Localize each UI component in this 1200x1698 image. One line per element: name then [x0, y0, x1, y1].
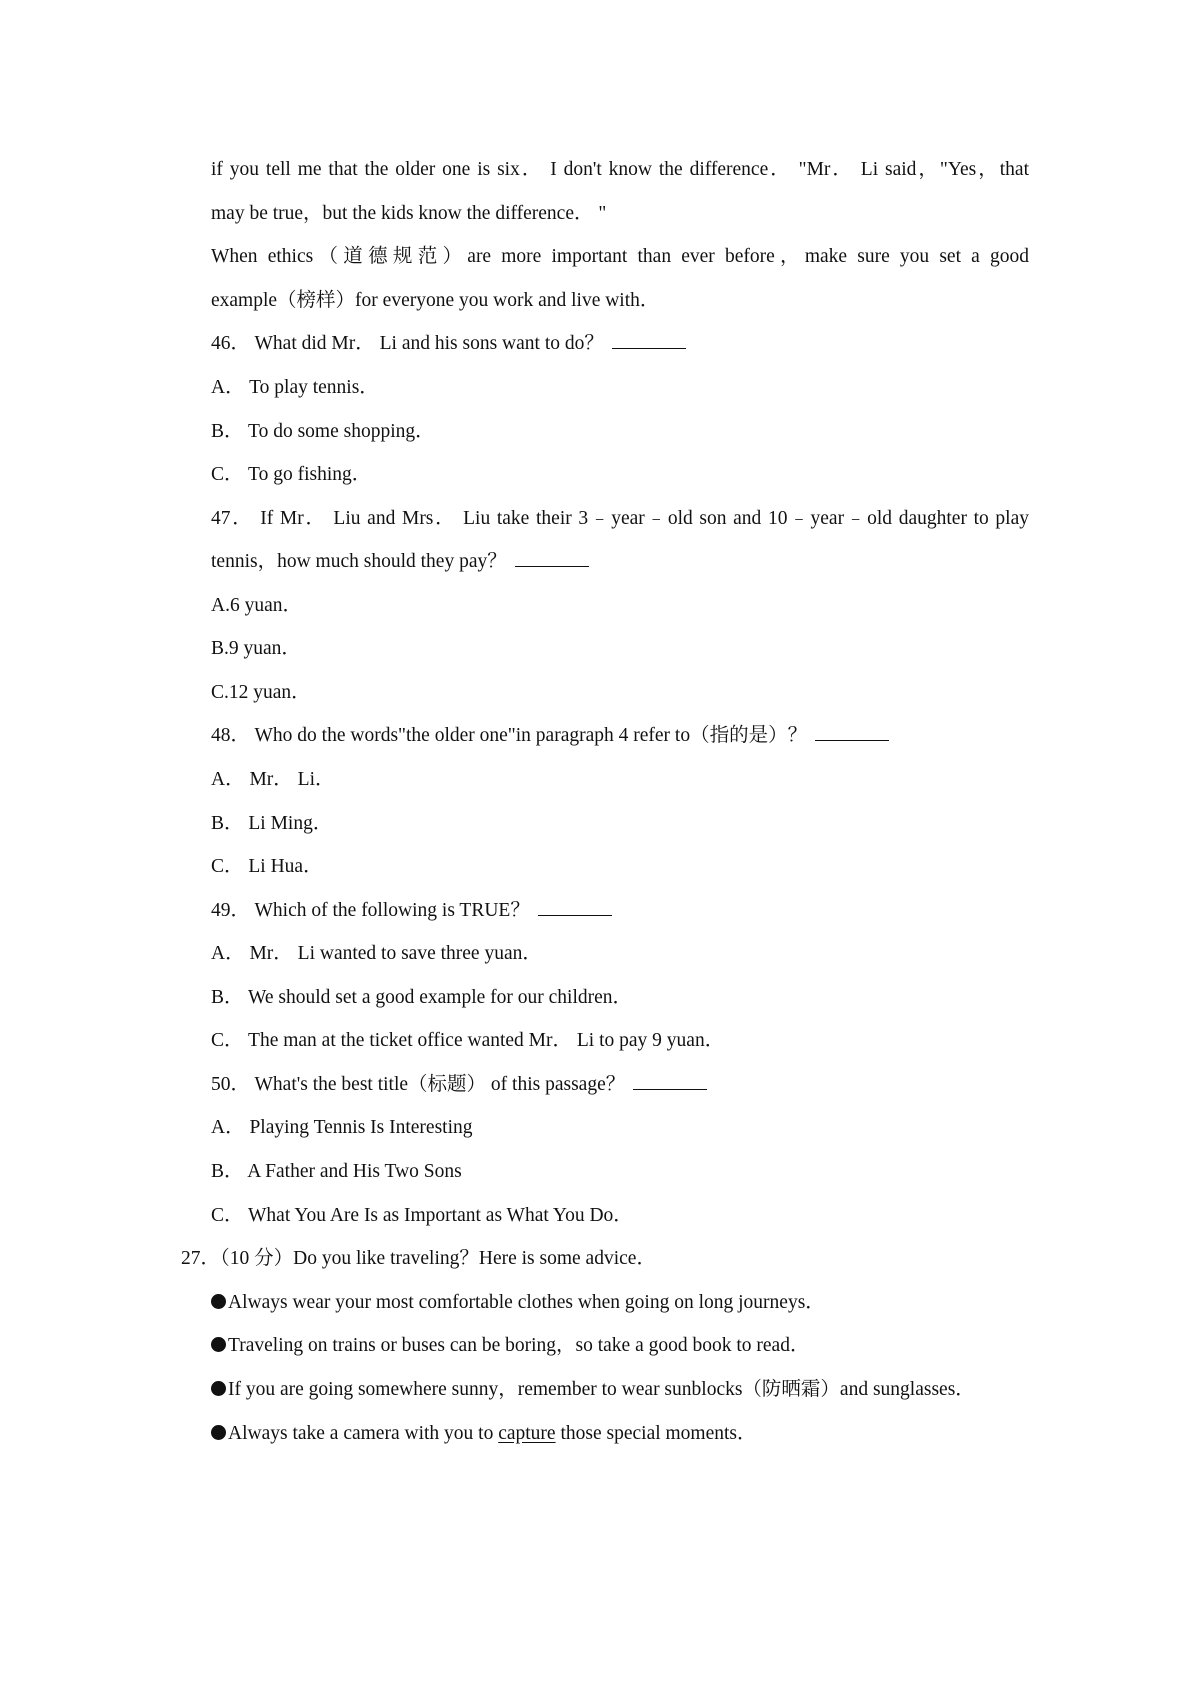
passage-line-1: if you tell me that the older one is six． I don't know the difference． "Mr． Li said，"Yes，that	[211, 159, 1029, 180]
option-50-b: B． A Father and His Two Sons	[211, 1161, 462, 1182]
option-47-a: A.6 yuan．	[211, 595, 302, 616]
question-48	[211, 722, 1029, 750]
question-27-heading: 27．（10 分）Do you like traveling？Here is some advice．	[181, 1248, 656, 1269]
option-48-c: C． Li Hua．	[211, 856, 323, 877]
question-46	[211, 330, 1029, 358]
advice-text: Always wear your most comfortable clothes when going on long journeys．	[228, 1292, 825, 1313]
answer-blank	[815, 722, 889, 741]
option-49-b: B． We should set a good example for our children．	[211, 987, 633, 1008]
advice-text: Traveling on trains or buses can be boring，so take a good book to read．	[228, 1335, 810, 1356]
advice-item	[211, 1420, 1029, 1448]
advice-item	[211, 1376, 1029, 1404]
option-50-c: C． What You Are Is as Important as What You Do．	[211, 1205, 633, 1226]
answer-blank	[612, 330, 686, 349]
underlined-word: capture	[498, 1423, 556, 1444]
passage-line-4: example（榜样）for everyone you work and live with．	[211, 290, 660, 311]
question-50-stem: 50． What's the best title（标题） of this passage？	[211, 1074, 626, 1095]
option-46-c: C． To go fishing．	[211, 464, 372, 485]
option-49-a: A． Mr． Li wanted to save three yuan．	[211, 943, 542, 964]
passage-line-3: When ethics（道德规范）are more important than ever before，make sure you set a good	[211, 246, 1029, 267]
question-50	[211, 1071, 1029, 1099]
option-47-c: C.12 yuan．	[211, 682, 311, 703]
option-48-a: A． Mr． Li．	[211, 769, 335, 790]
advice-text-end: those special moments．	[555, 1423, 757, 1444]
advice-item	[211, 1332, 1029, 1360]
question-46-stem: 46． What did Mr． Li and his sons want to do？	[211, 333, 604, 354]
option-49-c: C． The man at the ticket office wanted Mr． Li to pay 9 yuan．	[211, 1030, 725, 1051]
option-48-b: B． Li Ming．	[211, 813, 333, 834]
question-47-line-1: 47． If Mr． Liu and Mrs． Liu take their 3﹣year﹣old son and 10﹣year﹣old daughter to play	[211, 508, 1029, 529]
question-49	[211, 897, 1029, 925]
option-47-b: B.9 yuan．	[211, 638, 301, 659]
question-49-stem: 49． Which of the following is TRUE？	[211, 900, 530, 921]
advice-text: If you are going somewhere sunny，remember to wear sunblocks（防晒霜）and sunglasses．	[228, 1379, 975, 1400]
answer-blank	[633, 1071, 707, 1090]
advice-text-start: Always take a camera with you to	[228, 1423, 499, 1444]
option-46-b: B． To do some shopping．	[211, 421, 435, 442]
bullet-icon	[211, 1294, 226, 1309]
question-48-stem: 48． Who do the words"the older one"in paragraph 4 refer to（指的是）？	[211, 725, 808, 746]
question-47-line-2	[211, 548, 1029, 576]
advice-item	[211, 1289, 1029, 1317]
bullet-icon	[211, 1425, 226, 1440]
passage-line-2: may be true，but the kids know the difference． "	[211, 203, 607, 224]
option-50-a: A． Playing Tennis Is Interesting	[211, 1117, 473, 1138]
option-46-a: A． To play tennis．	[211, 377, 379, 398]
question-47-stem-end: tennis，how much should they pay？	[211, 551, 507, 572]
bullet-icon	[211, 1381, 226, 1396]
answer-blank	[515, 548, 589, 567]
answer-blank	[538, 897, 612, 916]
bullet-icon	[211, 1337, 226, 1352]
